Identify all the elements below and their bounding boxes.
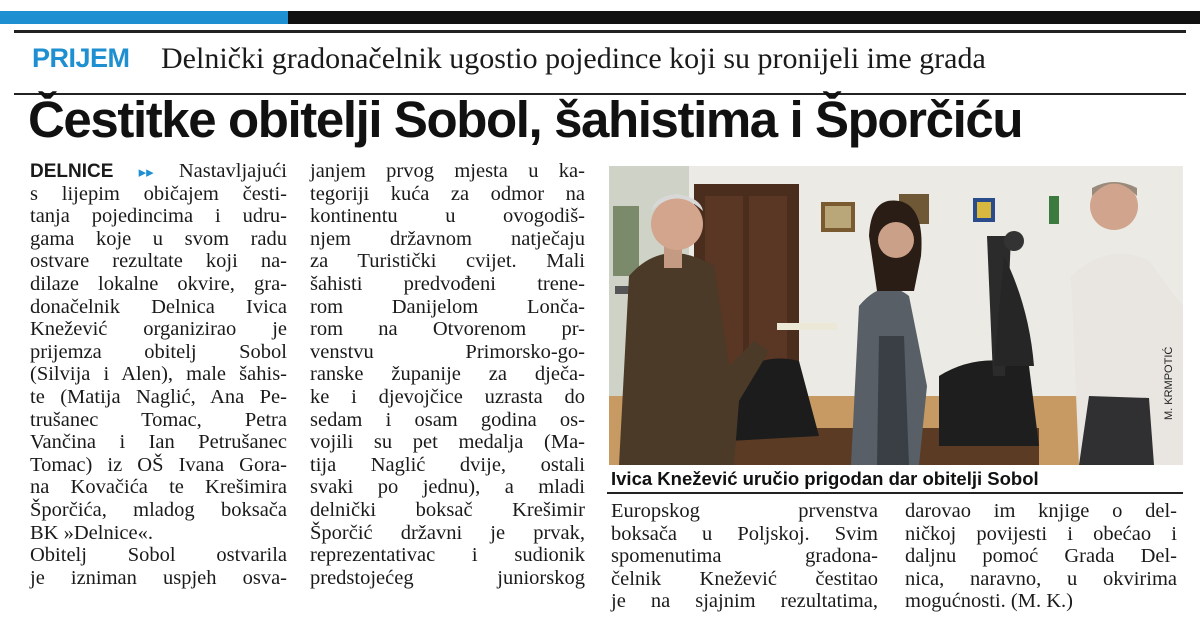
column-line: venstvu Primorsko-go- [310, 340, 585, 363]
column-line: svaki po jednu), a mladi [310, 476, 585, 499]
column-line: prijemza obitelj Sobol [30, 340, 287, 363]
column-line: janjem prvog mjesta u ka- [310, 160, 585, 182]
column-line: Vančina i Ian Petrušanec [30, 431, 287, 454]
kicker-label: PRIJEM [32, 43, 130, 73]
column-line: Europskog prvenstva [611, 500, 878, 522]
column-line: boksača u Poljskoj. Svim [611, 522, 878, 545]
column-line: reprezentativac i sudionik [310, 544, 585, 567]
column-line: spomenutima gradona- [611, 545, 878, 568]
column-line: trušanec Tomac, Petra [30, 408, 287, 431]
dateline: DELNICE [30, 161, 114, 182]
column-line: ranske županije za dječa- [310, 363, 585, 386]
double-arrow-icon: ▸▸ [138, 163, 154, 181]
column-line: daljnu pomoć Grada Del- [905, 545, 1177, 568]
column-line: gama koje u svom radu [30, 227, 287, 250]
column-line: (Silvija i Alen), male šahis- [30, 363, 287, 386]
column-line: tija Naglić dvije, ostali [310, 453, 585, 476]
column-line: Tomac) iz OŠ Ivana Gora- [30, 453, 287, 476]
column-line: Obitelj Sobol ostvarila [30, 544, 287, 567]
column-line: mogućnosti. (M. K.) [905, 590, 1073, 613]
column-line: DELNICE ▸▸ Nastavljajući [30, 160, 287, 182]
column-line: donačelnik Delnica Ivica [30, 295, 287, 318]
top-accent-bar [0, 11, 288, 24]
column-line: te (Matija Naglić, Ana Pe- [30, 385, 287, 408]
column-line: njem državnom natječaju [310, 227, 585, 250]
column-line: darovao im knjige o del- [905, 500, 1177, 522]
column-line: vojili su pet medalja (Ma- [310, 431, 585, 454]
column-line: predstojećeg juniorskog [310, 566, 585, 589]
column-line: na Kovačića te Krešimira [30, 476, 287, 499]
column-line: je na sjajnim rezultatima, [611, 590, 878, 613]
article-column-2 [310, 160, 585, 589]
article-column-4 [905, 500, 1177, 613]
column-line: je izniman uspjeh osva- [30, 566, 287, 589]
kicker-text: Delnički gradonačelnik ugostio pojedince koji su pronijeli ime grada [161, 42, 986, 75]
column-line: šahisti predvođeni trene- [310, 272, 585, 295]
column-line: s lijepim običajem česti- [30, 182, 287, 205]
photo-caption: Ivica Knežević uručio prigodan dar obitelji Sobol [611, 468, 1039, 489]
column-line: BK »Delnice«. [30, 521, 153, 544]
article-column-3 [611, 500, 878, 613]
column-line: ničkoj povijesti i obećao i [905, 522, 1177, 545]
top-color-bar [0, 11, 1200, 24]
column-line: tanja pojedincima i udru- [30, 205, 287, 228]
column-line: kontinentu u ovogodiš- [310, 205, 585, 228]
column-line: ke i djevojčice uzrasta do [310, 385, 585, 408]
column-line: Šporčić državni je prvak, [310, 521, 585, 544]
column-line: rom na Otvorenom pr- [310, 318, 585, 341]
column-line: čelnik Knežević čestitao [611, 567, 878, 590]
column-line: Knežević organizirao je [30, 318, 287, 341]
article-photo [609, 166, 1183, 465]
column-line: sedam i osam godina os- [310, 408, 585, 431]
column-line: za Turistički cvijet. Mali [310, 250, 585, 273]
column-line: tegoriji kuća za odmor na [310, 182, 585, 205]
photo-credit: M. KRMPOTIĆ [1163, 346, 1175, 420]
headline: Čestitke obitelji Sobol, šahistima i Šporčiću [28, 91, 1023, 148]
kicker-bar [14, 30, 1186, 95]
column-line: nica, naravno, u okvirima [905, 567, 1177, 590]
article-column-1 [30, 160, 287, 589]
column-line: dilaze lokalne okvire, gra- [30, 272, 287, 295]
column-line: delnički boksač Krešimir [310, 498, 585, 521]
caption-rule [607, 492, 1183, 494]
column-line: ostvare rezultate koji na- [30, 250, 287, 273]
column-line: Šporčića, mladog boksača [30, 498, 287, 521]
column-line: rom Danijelom Lonča- [310, 295, 585, 318]
photo-illustration [609, 166, 1183, 465]
